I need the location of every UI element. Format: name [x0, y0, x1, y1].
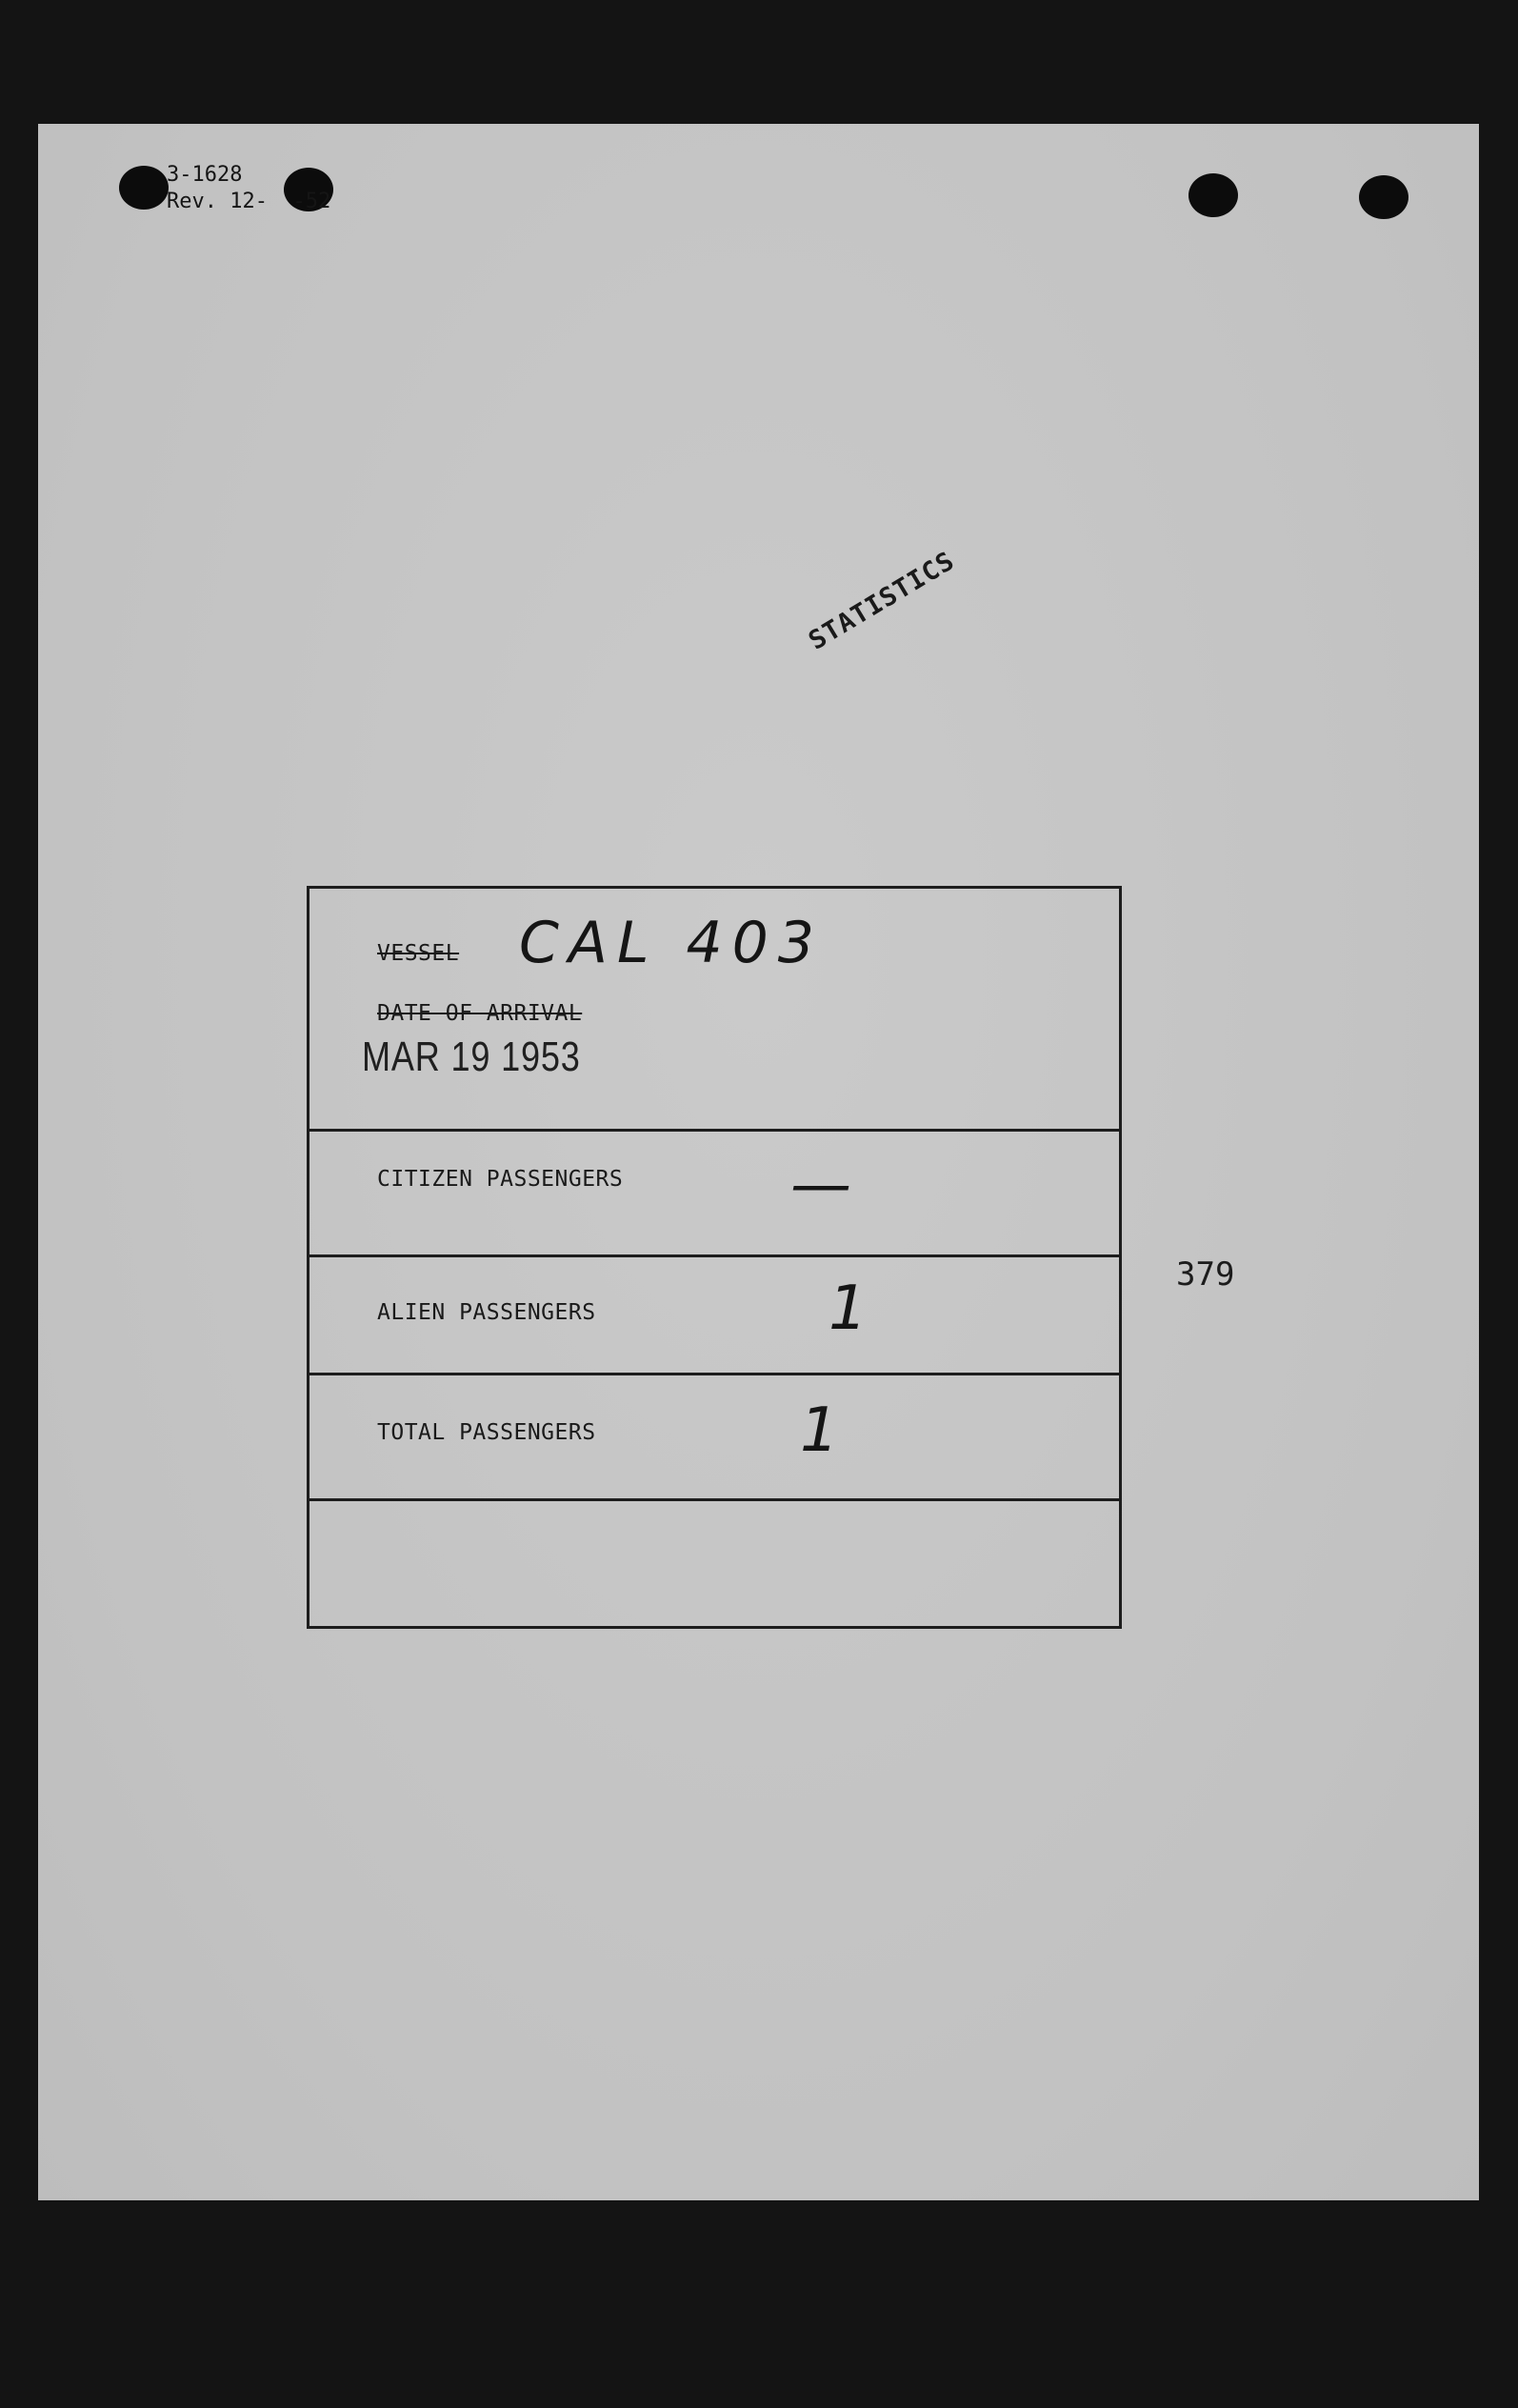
vessel-row [310, 889, 1119, 1132]
alien-value: 1 [829, 1274, 868, 1344]
arrival-label: DATE OF ARRIVAL [377, 1001, 583, 1026]
vessel-value: CAL 403 [519, 910, 824, 976]
citizen-value: — [790, 1150, 851, 1220]
document-page [38, 124, 1479, 2200]
blank-row [310, 1498, 1119, 1626]
citizen-label: CITIZEN PASSENGERS [377, 1167, 624, 1192]
punch-hole [119, 166, 169, 210]
total-label: TOTAL PASSENGERS [377, 1420, 596, 1445]
arrival-date-stamp: MAR 19 1953 [362, 1033, 581, 1080]
margin-number: 379 [1176, 1255, 1235, 1294]
punch-hole [1188, 173, 1238, 217]
vessel-label: VESSEL [377, 941, 460, 966]
passenger-statistics-form [307, 886, 1122, 1629]
form-number [167, 162, 330, 215]
punch-hole [1359, 175, 1408, 219]
total-row [310, 1373, 1119, 1501]
citizen-row [310, 1129, 1119, 1257]
total-value: 1 [800, 1395, 839, 1466]
alien-row [310, 1254, 1119, 1375]
alien-label: ALIEN PASSENGERS [377, 1300, 596, 1325]
form-number-line: 3-1628 [167, 163, 243, 187]
form-revision-line: Rev. 12- -52 [167, 190, 331, 213]
statistics-stamp: STATISTICS [804, 546, 960, 656]
